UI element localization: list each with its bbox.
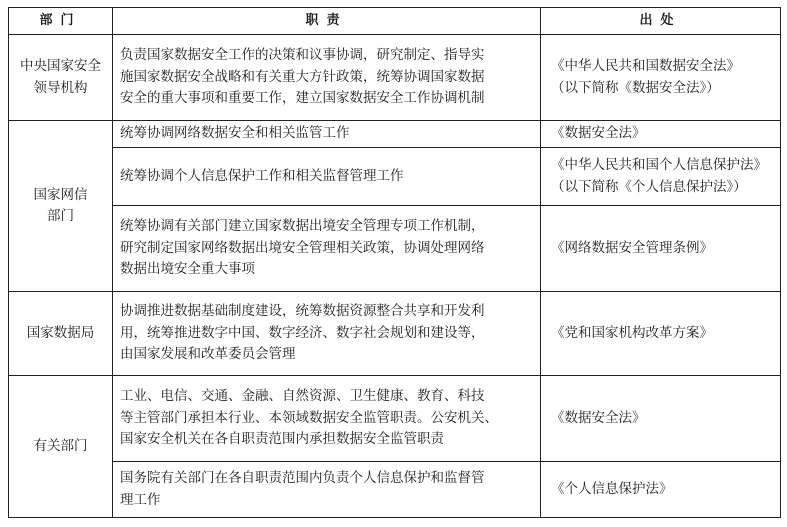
duty-text: 施国家数据安全战略和有关重大方针政策，统筹协调国家数据 (120, 68, 485, 85)
department-duty-table (8, 7, 781, 518)
duty-cell (113, 148, 541, 206)
duty-text: 统筹协调有关部门建立国家数据出境安全管理专项工作机制， (120, 218, 485, 235)
dept-cell (9, 292, 113, 376)
source-text: 《数据安全法》 (551, 125, 646, 142)
duty-text: 工业、电信、交通、金融、自然资源、卫生健康、教育、科技 (120, 388, 485, 405)
table-row (9, 121, 781, 148)
dept-text: 国家数据局 (26, 324, 95, 341)
source-text: 《个人信息保护法》 (551, 480, 673, 497)
dept-text: 中央国家安全 (20, 58, 101, 74)
duty-text: 统筹协调网络数据安全和相关监管工作 (120, 125, 350, 142)
duty-text: 统筹协调个人信息保护工作和相关监督管理工作 (120, 167, 404, 184)
source-text: 《网络数据安全管理条例》 (551, 239, 713, 256)
source-text: （以下简称《个人信息保护法》） (551, 178, 747, 195)
header-duty: 职责 (113, 8, 541, 35)
duty-text: 安全的重大事项和重要工作，建立国家数据安全工作协调机制 (120, 90, 485, 107)
source-cell (541, 206, 781, 292)
table-row (9, 35, 781, 121)
source-text: 《数据安全法》 (551, 409, 646, 426)
duty-cell (113, 35, 541, 121)
source-cell (541, 376, 781, 462)
duty-text: 协调推进数据基础制度建设，统筹数据资源整合共享和开发利 (120, 303, 485, 320)
dept-text: 部门 (47, 208, 74, 224)
source-cell (541, 292, 781, 376)
duty-cell (113, 292, 541, 376)
dept-text: 有关部门 (33, 437, 88, 454)
table-row (9, 376, 781, 462)
source-cell (541, 35, 781, 121)
duty-text: 负责国家数据安全工作的决策和议事协调，研究制定、指导实 (120, 47, 485, 64)
dept-cell (9, 376, 113, 518)
source-text: （以下简称《数据安全法》） (551, 79, 720, 96)
duty-cell (113, 121, 541, 148)
source-text: 《中华人民共和国个人信息保护法》 (551, 157, 767, 173)
duty-text: 理工作 (120, 491, 161, 508)
dept-cell (9, 35, 113, 121)
dept-text: 领导机构 (33, 79, 88, 96)
source-text: 《党和国家机构改革方案》 (551, 324, 713, 341)
duty-text: 由国家发展和改革委员会管理 (120, 346, 296, 363)
duty-text: 用，统筹推进数字中国、数字经济、数字社会规划和建设等， (120, 324, 485, 341)
dept-cell (9, 121, 113, 292)
dept-text: 国家网信 (33, 186, 88, 203)
source-cell (541, 121, 781, 148)
duty-cell (113, 462, 541, 518)
table-row (9, 206, 781, 292)
duty-text: 研究制定国家网络数据出境安全管理相关政策，协调处理网络 (120, 239, 485, 256)
duty-text: 等主管部门承担本行业、本领域数据安全监管职责。公安机关、 (120, 409, 498, 426)
header-source: 出处 (541, 8, 781, 35)
source-cell (541, 462, 781, 518)
duty-cell (113, 206, 541, 292)
duty-text: 国家安全机关在各自职责范围内承担数据安全监管职责 (120, 431, 444, 448)
duty-cell (113, 376, 541, 462)
source-cell (541, 148, 781, 206)
table-row (9, 148, 781, 206)
table-header-row (9, 8, 781, 35)
source-text: 《中华人民共和国数据安全法》 (551, 58, 740, 74)
header-dept: 部门 (9, 8, 113, 35)
table-row (9, 292, 781, 376)
table-row (9, 462, 781, 518)
duty-text: 数据出境安全重大事项 (120, 261, 255, 278)
duty-text: 国务院有关部门在各自职责范围内负责个人信息保护和监督管 (120, 470, 485, 486)
